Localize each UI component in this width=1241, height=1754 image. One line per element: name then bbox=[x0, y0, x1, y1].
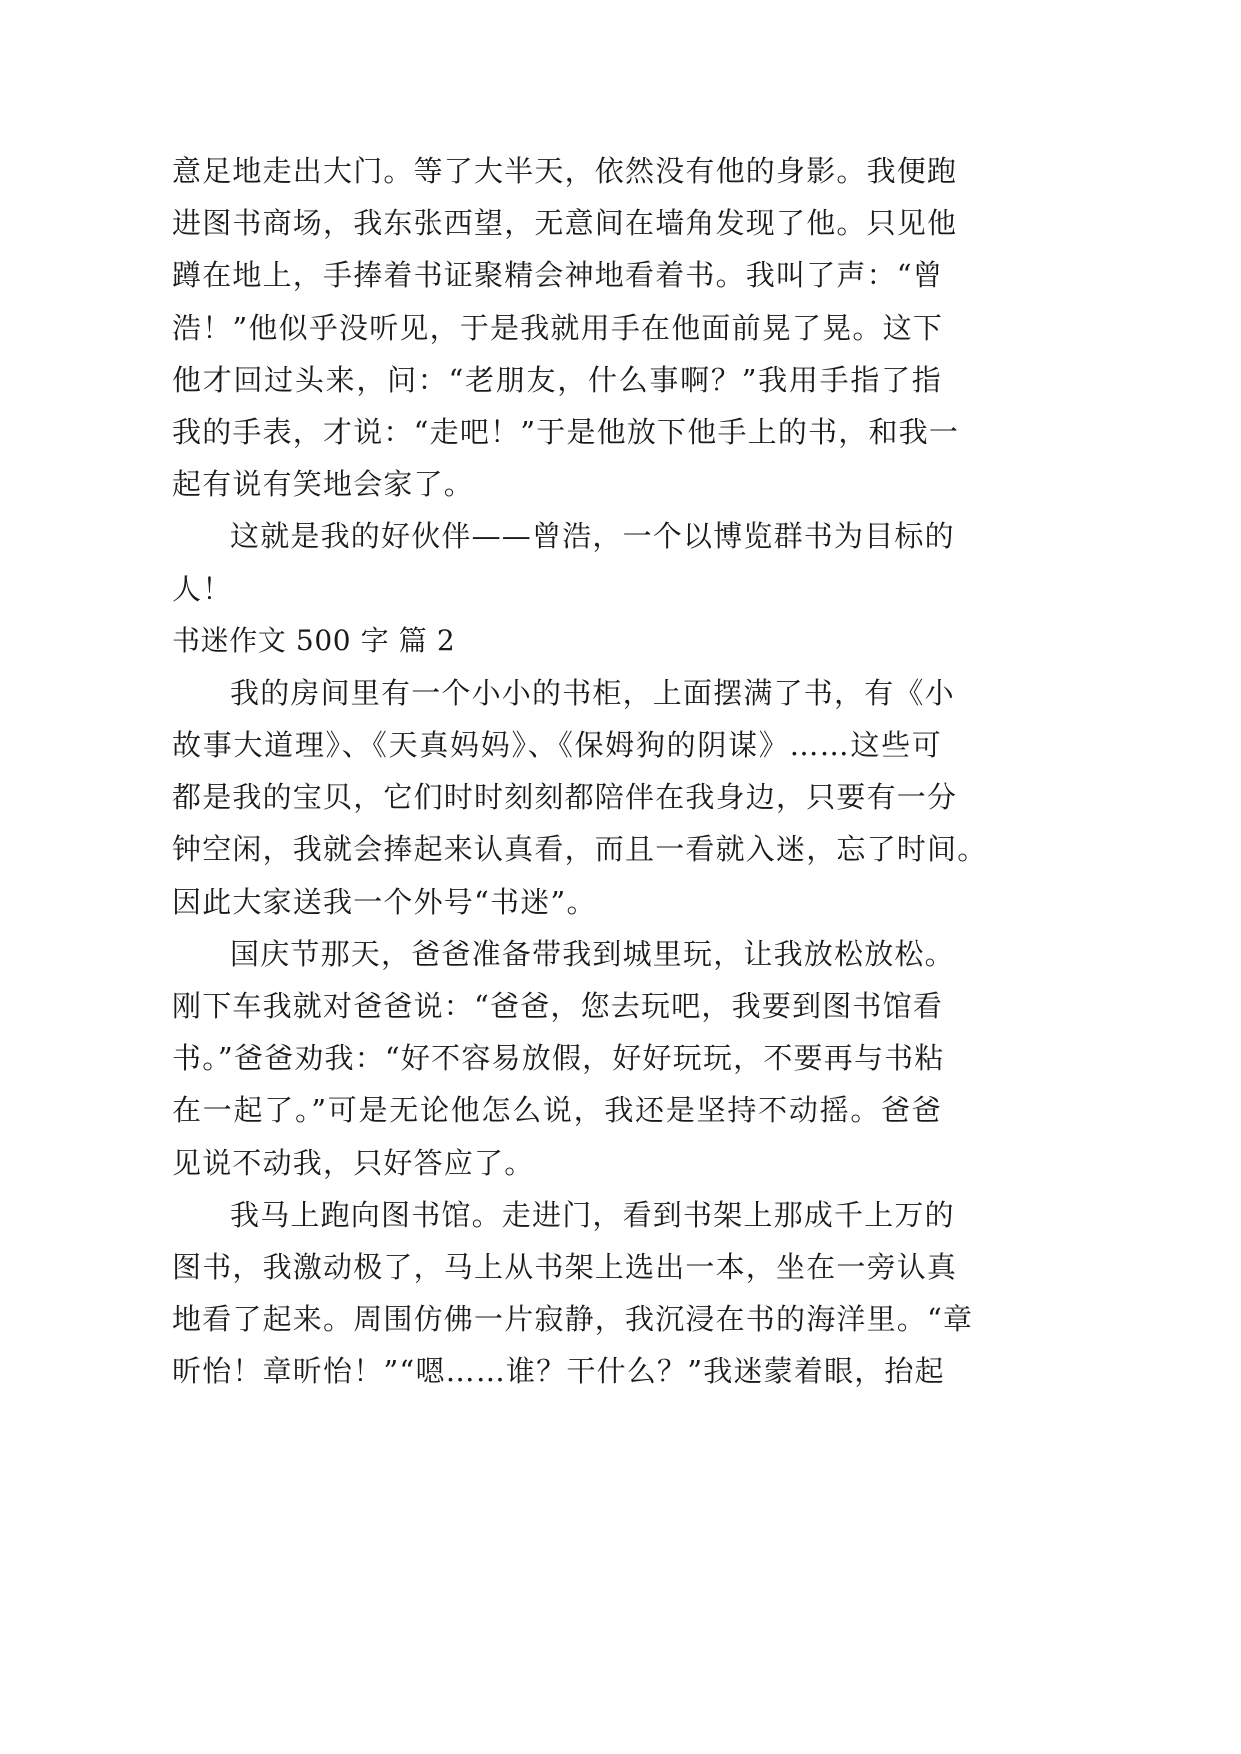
text-line: 我马上跑向图书馆。走进门，看到书架上那成千上万的 bbox=[230, 1197, 955, 1232]
text-line: 我的手表，才说：“走吧！”于是他放下他手上的书，和我一 bbox=[172, 414, 960, 449]
text-line: 钟空闲，我就会捧起来认真看，而且一看就入迷，忘了时间。 bbox=[172, 832, 988, 867]
paragraph bbox=[172, 667, 988, 928]
text-line: 这就是我的好伙伴——曾浩，一个以博览群书为目标的 bbox=[230, 519, 955, 554]
text-line: 我的房间里有一个小小的书柜，上面摆满了书，有《小 bbox=[230, 675, 955, 710]
text-line: 见说不动我，只好答应了。 bbox=[172, 1145, 535, 1180]
text-line: 意足地走出大门。等了大半天，依然没有他的身影。我便跑 bbox=[172, 154, 958, 188]
text-line: 因此大家送我一个外号“书迷”。 bbox=[172, 884, 597, 919]
text-line: 进图书商场，我东张西望，无意间在墙角发现了他。只见他 bbox=[172, 206, 958, 241]
document-body bbox=[172, 145, 988, 1398]
text-line: 起有说有笑地会家了。 bbox=[172, 467, 475, 502]
text-line: 都是我的宝贝，它们时时刻刻都陪伴在我身边，只要有一分 bbox=[172, 780, 958, 815]
text-line: 在一起了。”可是无论他怎么说，我还是坚持不动摇。爸爸 bbox=[172, 1093, 942, 1128]
text-line: 国庆节那天，爸爸准备带我到城里玩，让我放松放松。 bbox=[230, 936, 955, 971]
paragraph bbox=[172, 1189, 974, 1398]
text-line: 他才回过头来，问：“老朋友，什么事啊？”我用手指了指 bbox=[172, 362, 942, 397]
text-line: 浩！”他似乎没听见，于是我就用手在他面前晃了晃。这下 bbox=[172, 310, 944, 345]
section-heading: 书迷作文 500 字 篇 2 bbox=[172, 623, 456, 657]
text-line: 蹲在地上，手捧着书证聚精会神地看着书。我叫了声：“曾 bbox=[172, 258, 944, 293]
paragraph bbox=[172, 510, 955, 614]
text-line: 刚下车我就对爸爸说：“爸爸，您去玩吧，我要到图书馆看 bbox=[172, 989, 944, 1023]
text-line: 昕怡！章昕怡！”“嗯……谁？干什么？”我迷蒙着眼，抬起 bbox=[172, 1354, 945, 1389]
text-line: 地看了起来。周围仿佛一片寂静，我沉浸在书的海洋里。“章 bbox=[172, 1302, 974, 1337]
text-line: 图书，我激动极了，马上从书架上选出一本，坐在一旁认真 bbox=[172, 1249, 958, 1284]
text-line: 人！ bbox=[172, 571, 233, 606]
text-line: 书。”爸爸劝我：“好不容易放假，好好玩玩，不要再与书粘 bbox=[172, 1041, 945, 1076]
paragraph bbox=[172, 145, 960, 510]
text-line: 故事大道理》、《天真妈妈》、《保姆狗的阴谋》……这些可 bbox=[172, 728, 942, 763]
paragraph bbox=[172, 928, 955, 1189]
